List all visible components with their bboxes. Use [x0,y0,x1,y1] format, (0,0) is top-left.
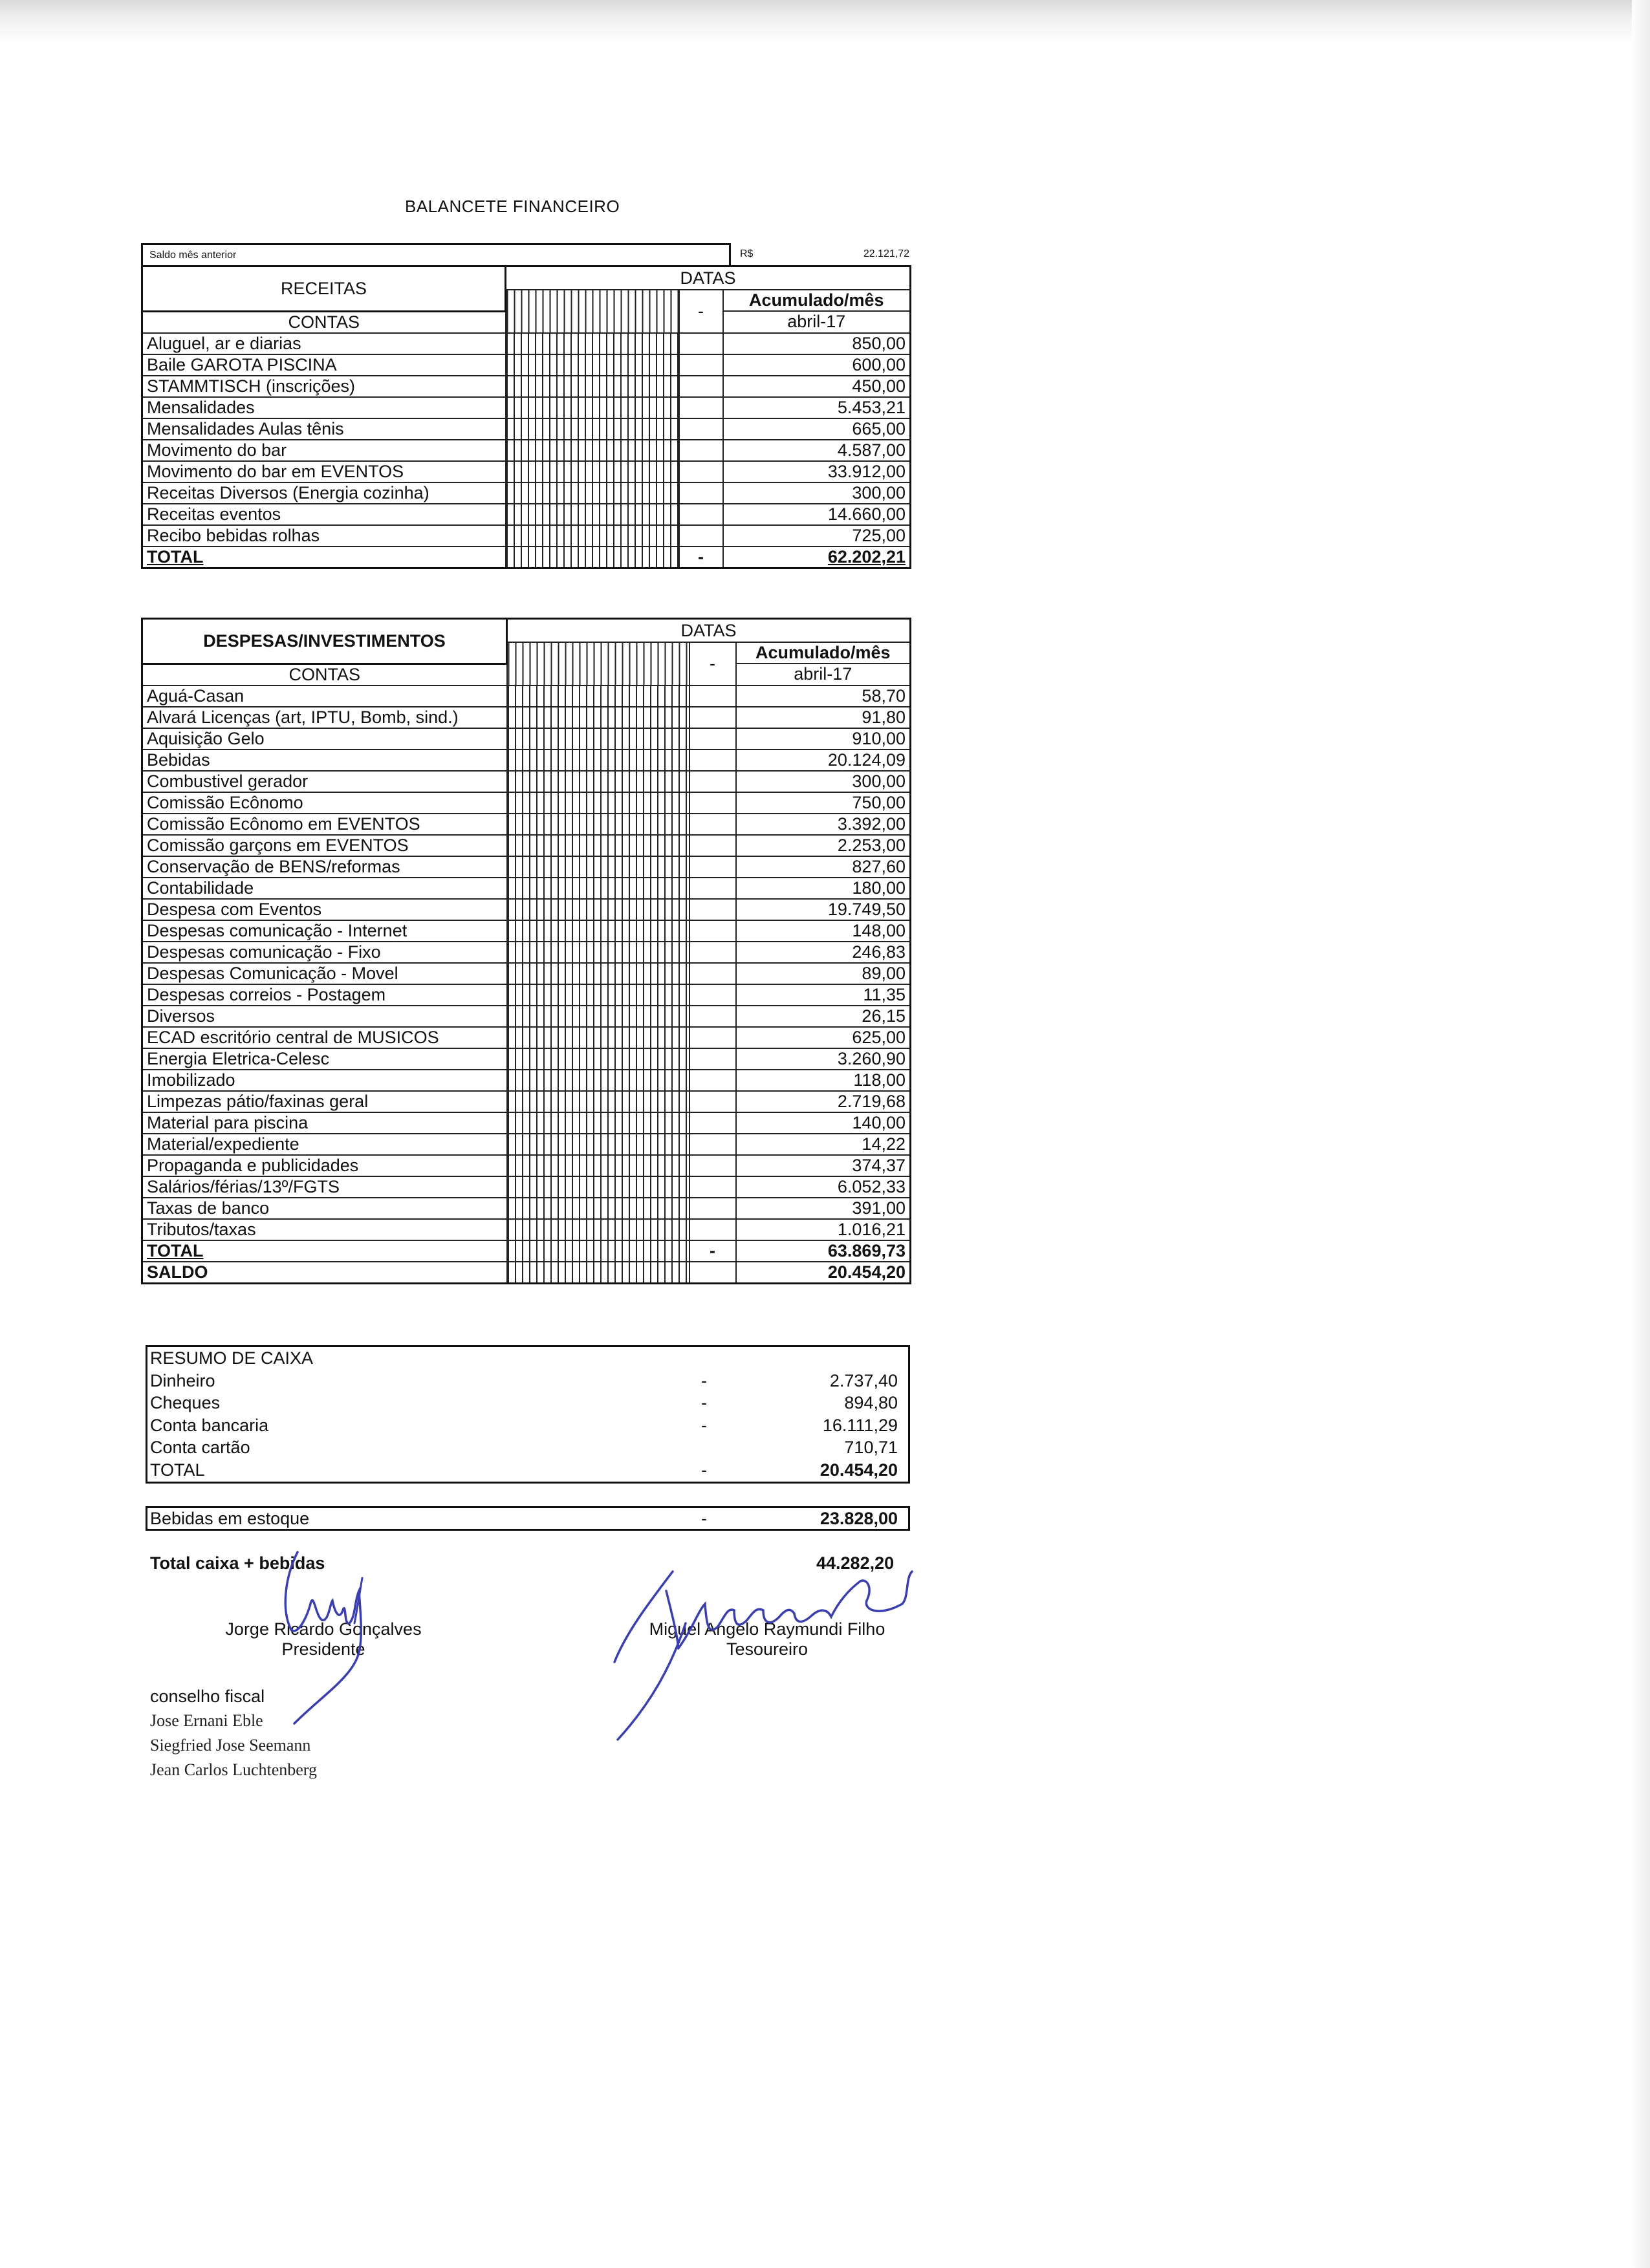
resumo-row [147,1370,908,1392]
despesas-row [142,1134,911,1155]
date-columns-stripes [507,728,689,750]
despesas-row [142,1155,911,1176]
despesas-row-label: Diversos [142,1006,507,1027]
receitas-row-dash [679,376,723,397]
despesas-row-dash [689,771,736,792]
date-columns-stripes [507,899,689,920]
receitas-row-value: 33.912,00 [723,461,911,482]
conselho-member: Jean Carlos Luchtenberg [150,1760,317,1779]
despesas-row-label: Energia Eletrica-Celesc [142,1048,507,1070]
currency-symbol: R$ [740,248,754,259]
receitas-row [142,418,911,440]
receitas-row-label: Receitas eventos [142,504,506,525]
date-columns-stripes [507,942,689,963]
receitas-row-dash [679,440,723,461]
despesas-row-dash [689,686,736,707]
total-caixa-value: 44.282,20 [816,1553,895,1573]
date-columns-stripes [507,707,689,728]
despesas-datas-header: DATAS [507,619,911,643]
despesas-row-value: 374,37 [736,1155,911,1176]
resumo-row-dash: - [701,1393,707,1412]
date-columns-stripes [506,376,679,397]
despesas-row [142,942,911,963]
despesas-row [142,963,911,984]
receitas-row [142,440,911,461]
resumo-row-dash: - [701,1370,707,1390]
despesas-row-value: 2.719,68 [736,1091,911,1112]
despesas-row-value: 26,15 [736,1006,911,1027]
despesas-row-value: 148,00 [736,920,911,942]
date-columns-stripes [506,354,679,376]
despesas-row-value: 910,00 [736,728,911,750]
receitas-total-value: 62.202,21 [723,546,911,568]
despesas-row-label: Aguá-Casan [142,686,507,707]
resumo-row-dash: - [701,1415,707,1435]
conselho-fiscal [150,1684,317,1782]
receitas-row-label: STAMMTISCH (inscrições) [142,376,506,397]
receitas-datas-header: DATAS [506,266,911,290]
despesas-row-dash [689,1176,736,1198]
receitas-row [142,461,911,482]
despesas-row-dash [689,1198,736,1219]
date-columns-stripes [507,984,689,1006]
despesas-row-label: ECAD escritório central de MUSICOS [142,1027,507,1048]
receitas-row-label: Recibo bebidas rolhas [142,525,506,546]
despesas-acumulado-header: Acumulado/mês [736,642,911,664]
despesas-row-value: 19.749,50 [736,899,911,920]
date-columns-stripes [507,1134,689,1155]
date-columns-stripes [507,1262,689,1284]
conselho-member: Siegfried Jose Seemann [150,1736,311,1755]
despesas-row [142,1048,911,1070]
date-columns-stripes [507,642,689,686]
resumo-total-value: 20.454,20 [820,1460,898,1480]
date-columns-stripes [506,333,679,354]
despesas-row [142,792,911,814]
receitas-row-dash [679,397,723,418]
despesas-row-label: Comissão Ecônomo [142,792,507,814]
saldo-anterior-label: Saldo mês anterior [141,243,731,265]
despesas-row [142,835,911,856]
receitas-row [142,482,911,504]
date-columns-stripes [507,1176,689,1198]
receitas-row-label: Receitas Diversos (Energia cozinha) [142,482,506,504]
despesas-row-label: Tributos/taxas [142,1219,507,1240]
despesas-row [142,1006,911,1027]
receitas-row-value: 665,00 [723,418,911,440]
resumo-total-row [147,1459,908,1482]
date-columns-stripes [507,1091,689,1112]
despesas-row-value: 2.253,00 [736,835,911,856]
receitas-table [141,265,911,569]
despesas-row-label: Propaganda e publicidades [142,1155,507,1176]
despesas-row-dash [689,963,736,984]
resumo-rows [147,1370,908,1459]
despesas-row-label: Limpezas pátio/faxinas geral [142,1091,507,1112]
resumo-row-label: Dinheiro [150,1370,215,1390]
resumo-row [147,1392,908,1414]
date-columns-stripes [507,1240,689,1262]
date-columns-stripes [507,878,689,899]
despesas-row-dash [689,1027,736,1048]
date-columns-stripes [507,1027,689,1048]
date-columns-stripes [507,963,689,984]
receitas-acumulado-header: Acumulado/mês [723,290,911,311]
despesas-row-value: 625,00 [736,1027,911,1048]
despesas-row-dash [689,942,736,963]
treasurer-name: Miguel Angelo Raymundi Filho [649,1619,885,1639]
despesas-row-value: 89,00 [736,963,911,984]
receitas-row-dash [679,504,723,525]
despesas-rows [142,686,911,1240]
date-columns-stripes [506,461,679,482]
despesas-row-label: Bebidas [142,750,507,771]
saldo-label: SALDO [142,1262,507,1284]
despesas-contas-header: CONTAS [142,664,507,686]
treasurer-role: Tesoureiro [726,1639,809,1659]
date-columns-stripes [507,835,689,856]
despesas-row [142,1112,911,1134]
despesas-row-value: 14,22 [736,1134,911,1155]
despesas-row-dash [689,878,736,899]
despesas-dash: - [689,642,736,686]
president-role: Presidente [281,1639,365,1659]
resumo-total-dash: - [701,1460,707,1480]
despesas-row-dash [689,814,736,835]
treasurer-signature [602,1552,918,1753]
date-columns-stripes [507,1006,689,1027]
despesas-row-label: Taxas de banco [142,1198,507,1219]
despesas-row-value: 246,83 [736,942,911,963]
date-columns-stripes [506,482,679,504]
receitas-row-label: Movimento do bar em EVENTOS [142,461,506,482]
date-columns-stripes [507,920,689,942]
despesas-row-label: Alvará Licenças (art, IPTU, Bomb, sind.) [142,707,507,728]
despesas-row-dash [689,856,736,878]
despesas-row [142,1027,911,1048]
resumo-caixa-box [146,1345,910,1484]
date-columns-stripes [507,792,689,814]
resumo-row-label: Conta cartão [150,1438,250,1457]
date-columns-stripes [506,290,679,333]
receitas-row-dash [679,418,723,440]
despesas-row [142,750,911,771]
despesas-row-label: Comissão Ecônomo em EVENTOS [142,814,507,835]
despesas-row-value: 827,60 [736,856,911,878]
date-columns-stripes [507,1219,689,1240]
receitas-row-label: Mensalidades Aulas tênis [142,418,506,440]
despesas-row-label: Imobilizado [142,1070,507,1091]
despesas-row-dash [689,1006,736,1027]
despesas-row-label: Material para piscina [142,1112,507,1134]
receitas-rows [142,333,911,546]
despesas-row-value: 750,00 [736,792,911,814]
estoque-label: Bebidas em estoque [150,1509,310,1528]
despesas-total-dash: - [689,1240,736,1262]
despesas-month: abril-17 [736,664,911,686]
receitas-row [142,504,911,525]
date-columns-stripes [507,1155,689,1176]
despesas-row-value: 180,00 [736,878,911,899]
receitas-dash: - [679,290,723,333]
despesas-row-label: Comissão garçons em EVENTOS [142,835,507,856]
receitas-row-dash [679,482,723,504]
despesas-row [142,1070,911,1091]
date-columns-stripes [506,397,679,418]
receitas-row-value: 300,00 [723,482,911,504]
resumo-row [147,1436,908,1459]
resumo-row [147,1414,908,1437]
receitas-row-value: 14.660,00 [723,504,911,525]
receitas-month: abril-17 [723,311,911,333]
president-name: Jorge Ricardo Gonçalves [225,1619,422,1639]
resumo-row-value: 894,80 [844,1393,898,1412]
date-columns-stripes [506,440,679,461]
scan-edge-shadow-right [1632,0,1650,2268]
date-columns-stripes [507,1070,689,1091]
despesas-row [142,707,911,728]
despesas-row-label: Conservação de BENS/reformas [142,856,507,878]
despesas-row-dash [689,1219,736,1240]
resumo-row-label: Conta bancaria [150,1415,269,1435]
despesas-row [142,814,911,835]
estoque-box [146,1506,910,1531]
despesas-row-value: 91,80 [736,707,911,728]
receitas-row [142,354,911,376]
despesas-row-dash [689,707,736,728]
saldo-anterior-row [141,243,909,265]
despesas-row-value: 3.392,00 [736,814,911,835]
receitas-row-dash [679,333,723,354]
date-columns-stripes [507,771,689,792]
despesas-table [141,618,911,1284]
despesas-row-value: 300,00 [736,771,911,792]
despesas-row-label: Despesas correios - Postagem [142,984,507,1006]
receitas-row-label: Mensalidades [142,397,506,418]
despesas-row-dash [689,792,736,814]
despesas-row-value: 118,00 [736,1070,911,1091]
date-columns-stripes [507,1112,689,1134]
date-columns-stripes [506,418,679,440]
date-columns-stripes [507,814,689,835]
despesas-total-value: 63.869,73 [736,1240,911,1262]
receitas-row-value: 5.453,21 [723,397,911,418]
receitas-row [142,376,911,397]
despesas-row-value: 11,35 [736,984,911,1006]
receitas-row-label: Aluguel, ar e diarias [142,333,506,354]
receitas-row-label: Movimento do bar [142,440,506,461]
despesas-row-value: 58,70 [736,686,911,707]
despesas-row-value: 3.260,90 [736,1048,911,1070]
date-columns-stripes [506,546,679,568]
receitas-row-dash [679,461,723,482]
despesas-row [142,856,911,878]
despesas-row-label: Despesa com Eventos [142,899,507,920]
date-columns-stripes [507,856,689,878]
despesas-row-dash [689,1134,736,1155]
estoque-dash: - [701,1509,707,1528]
despesas-row-value: 391,00 [736,1198,911,1219]
despesas-row-label: Combustivel gerador [142,771,507,792]
despesas-row-label: Despesas Comunicação - Movel [142,963,507,984]
despesas-header: DESPESAS/INVESTIMENTOS [142,619,507,664]
despesas-row [142,1219,911,1240]
despesas-row-dash [689,1048,736,1070]
despesas-row-label: Contabilidade [142,878,507,899]
despesas-row-value: 140,00 [736,1112,911,1134]
despesas-row [142,728,911,750]
despesas-row-dash [689,750,736,771]
receitas-row-value: 850,00 [723,333,911,354]
date-columns-stripes [507,750,689,771]
receitas-row [142,397,911,418]
resumo-row-value: 16.111,29 [822,1415,898,1435]
receitas-row-value: 725,00 [723,525,911,546]
estoque-value: 23.828,00 [820,1509,898,1528]
scan-edge-shadow [0,0,1650,45]
despesas-row-dash [689,920,736,942]
despesas-row [142,1091,911,1112]
date-columns-stripes [507,686,689,707]
receitas-total-label: TOTAL [142,546,506,568]
receitas-header: RECEITAS [142,266,506,312]
despesas-row-label: Despesas comunicação - Internet [142,920,507,942]
receitas-row [142,333,911,354]
despesas-row-dash [689,1070,736,1091]
despesas-row-dash [689,899,736,920]
receitas-row-value: 600,00 [723,354,911,376]
resumo-row-label: Cheques [150,1393,221,1412]
resumo-total-label: TOTAL [150,1460,205,1480]
despesas-row [142,771,911,792]
receitas-row-value: 4.587,00 [723,440,911,461]
despesas-row [142,984,911,1006]
date-columns-stripes [506,525,679,546]
despesas-total-label: TOTAL [142,1240,507,1262]
despesas-row [142,878,911,899]
despesas-row-dash [689,728,736,750]
despesas-row-value: 1.016,21 [736,1219,911,1240]
saldo-value: 20.454,20 [736,1262,911,1284]
despesas-row-dash [689,1112,736,1134]
despesas-row [142,1176,911,1198]
receitas-row-dash [679,354,723,376]
despesas-row [142,686,911,707]
saldo-empty-cell [689,1262,736,1284]
receitas-total-dash: - [679,546,723,568]
despesas-row [142,920,911,942]
despesas-row-dash [689,984,736,1006]
saldo-anterior-value: 22.121,72 [863,248,909,259]
despesas-row-label: Material/expediente [142,1134,507,1155]
despesas-row-value: 6.052,33 [736,1176,911,1198]
conselho-title: conselho fiscal [150,1687,265,1706]
despesas-row-value: 20.124,09 [736,750,911,771]
despesas-row-dash [689,835,736,856]
receitas-row-label: Baile GAROTA PISCINA [142,354,506,376]
resumo-row-value: 710,71 [844,1438,898,1457]
receitas-row-dash [679,525,723,546]
resumo-row-value: 2.737,40 [829,1370,898,1390]
despesas-row-label: Despesas comunicação - Fixo [142,942,507,963]
date-columns-stripes [507,1198,689,1219]
despesas-row-dash [689,1091,736,1112]
despesas-row [142,1198,911,1219]
resumo-header: RESUMO DE CAIXA [150,1348,314,1368]
conselho-member: Jose Ernani Eble [150,1711,263,1730]
despesas-row-label: Aquisição Gelo [142,728,507,750]
date-columns-stripes [507,1048,689,1070]
total-caixa-label: Total caixa + bebidas [150,1553,325,1573]
despesas-row-label: Salários/férias/13º/FGTS [142,1176,507,1198]
despesas-row-dash [689,1155,736,1176]
receitas-row [142,525,911,546]
date-columns-stripes [506,504,679,525]
estoque-row [147,1508,908,1529]
receitas-contas-header: CONTAS [142,311,506,333]
receitas-row-value: 450,00 [723,376,911,397]
despesas-row [142,899,911,920]
document-title: BALANCETE FINANCEIRO [405,197,620,216]
